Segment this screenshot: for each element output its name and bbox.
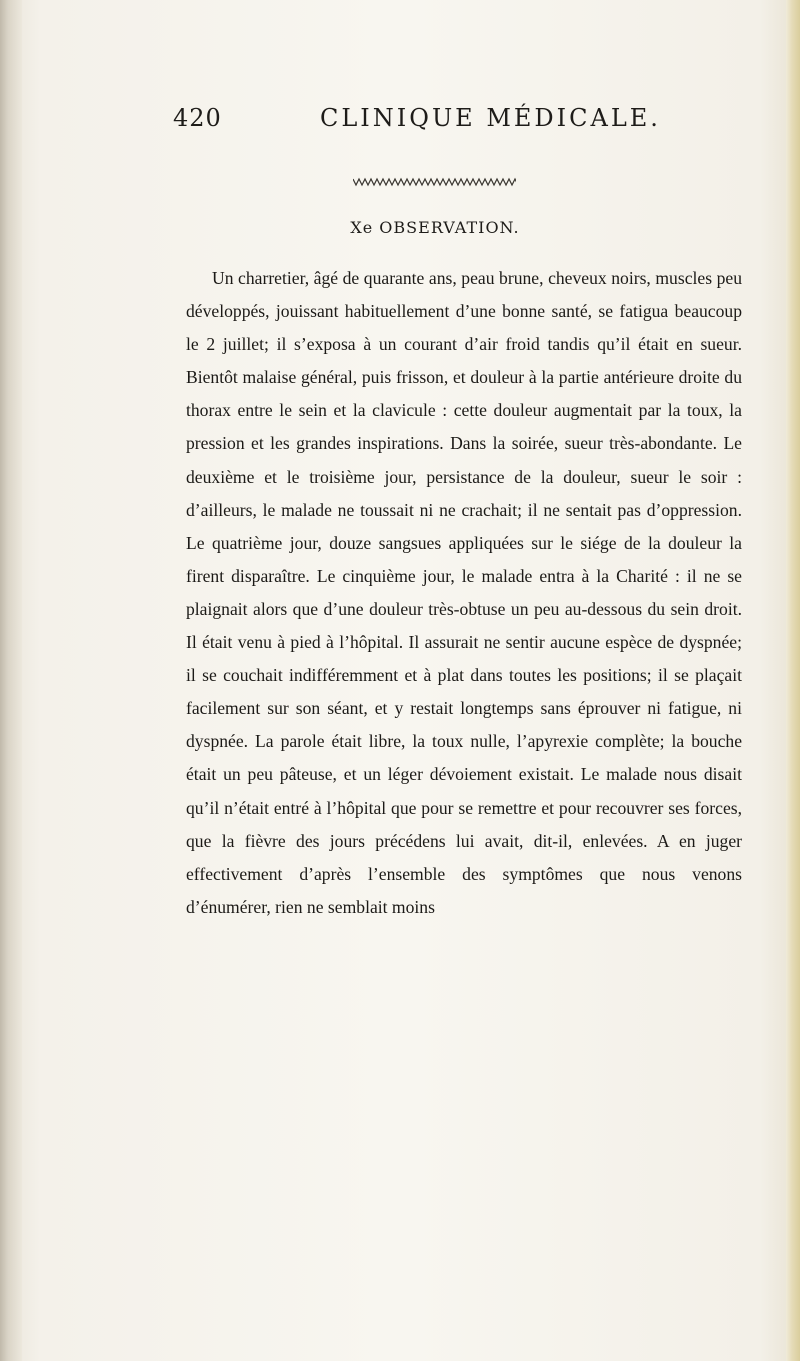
decorative-rule xyxy=(353,176,516,188)
page-outer-edge xyxy=(786,0,800,1361)
page-number: 420 xyxy=(173,104,222,132)
page-binding-edge xyxy=(0,0,22,1361)
page-header xyxy=(0,104,800,144)
section-heading: Xe OBSERVATION. xyxy=(350,218,520,237)
body-paragraph: Un charretier, âgé de quarante ans, peau brune, cheveux noirs, muscles peu développés, jouissant habituellement d’une bonne santé, se fatigua beaucoup le 2 juillet; il s’exposa à un courant d’air froid tandis qu’il était en sueur. Bientôt malaise général, puis frisson, et douleur à la partie antérieure droite du thorax entre le sein et la clavicule : cette douleur augmentait par la toux, la pression et les grandes inspirations. Dans la soirée, sueur très-abondante. Le deuxième et le troisième jour, persistance de la douleur, sueur le soir : d’ailleurs, le malade ne toussait ni ne crachait; il ne sentait pas d’oppression. Le quatrième jour, douze sangsues appliquées sur le siége de la douleur la firent disparaître. Le cinquième jour, le malade entra à la Charité : il ne se plaignait alors que d’une douleur très-obtuse un peu au-dessous du sein droit. Il était venu à pied à l’hôpital. Il assurait ne sentir aucune espèce de dyspnée; il se couchait indifféremment et à plat dans toutes les positions; il se plaçait facilement sur son séant, et y restait longtemps sans éprouver ni fatigue, ni dyspnée. La parole était libre, la toux nulle, l’apyrexie complète; la bouche était un peu pâteuse, et un léger dévoiement existait. Le malade nous disait qu’il n’était entré à l’hôpital que pour se remettre et pour recouvrer ses forces, que la fièvre des jours précédens lui avait, dit-il, enlevées. A en juger effectivement d’après l’ensemble des symptômes que nous venons d’énumérer, rien ne semblait moins xyxy=(186,268,742,917)
running-title: CLINIQUE MÉDICALE. xyxy=(320,104,661,132)
